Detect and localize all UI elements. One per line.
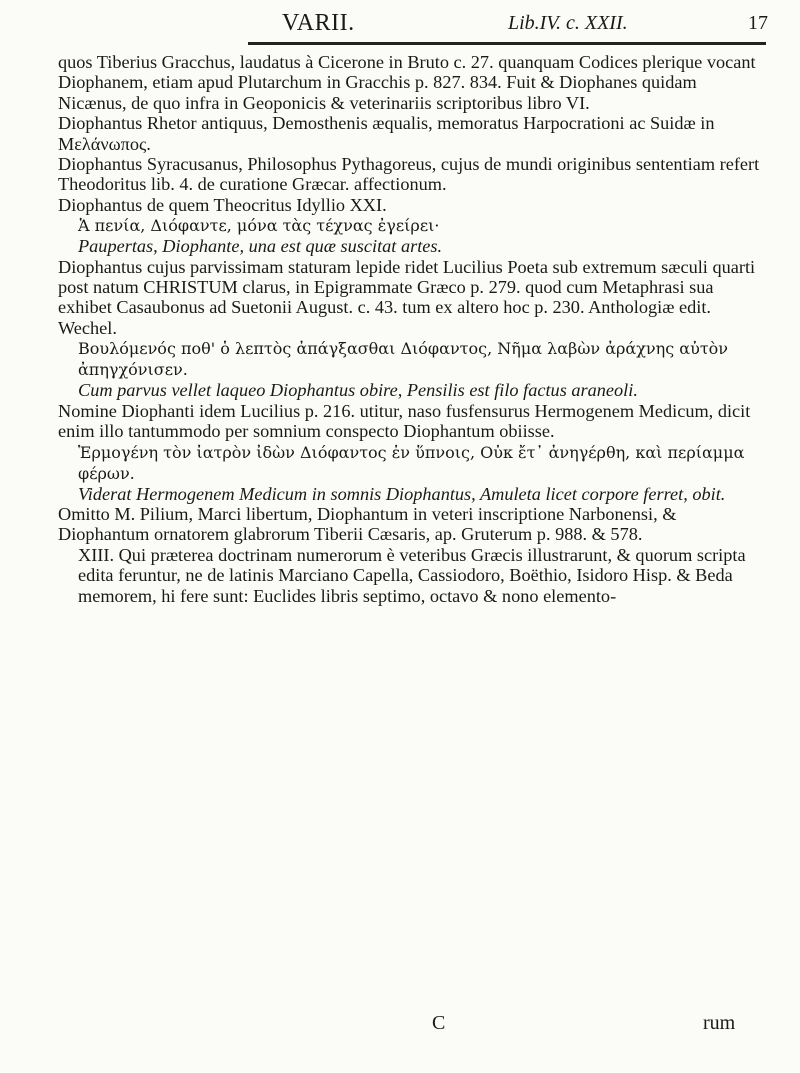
paragraph-5: Diophantus cujus parvissimam staturam lepide ridet Lucilius Poeta sub extremum sæculi quarti post natum CHRISTUM clarus, in Epigrammate Græco p. 279. quod cum Metaphrasi sua exhibet Casaubonus ad Suetonii August. c. 43. tum ex altero hoc p. 230. Anthologiæ edit. Wechel.	[58, 256, 756, 338]
paragraph-8: XIII. Qui præterea doctrinam numerorum è veteribus Græcis illustrarunt, & quorum scripta edita feruntur, ne de latinis Marciano Capella, Cassiodoro, Boëthio, Isidoro Hisp. & Beda memorem, hi fere sunt: Euclides libris septimo, octavo & nono elemento-	[78, 544, 746, 606]
latin-translation-3: Viderat Hermogenem Medicum in somnis Diophantus, Amuleta licet corpore ferret, obit.	[78, 483, 726, 504]
header-rule	[248, 42, 766, 45]
latin-translation-2: Cum parvus vellet laqueo Diophantus obire, Pensilis est filo factus araneoli.	[78, 380, 638, 401]
catchword: rum	[703, 1012, 736, 1034]
page-number: 17	[748, 12, 768, 34]
signature-mark: C	[432, 1012, 446, 1034]
paragraph-7: Omitto M. Pilium, Marci libertum, Diophantum in veteri inscriptione Narbonensi, & Diophantum ornatorem glabrorum Tiberii Cæsaris, ap. Gruterum p. 988. & 578.	[58, 503, 677, 545]
body-text	[58, 52, 768, 606]
latin-translation-1: Paupertas, Diophante, una est quæ suscitat artes.	[78, 236, 443, 257]
paragraph-6: Nomine Diophanti idem Lucilius p. 216. utitur, naso fusfensurus Hermogenem Medicum, dicit enim illo tantummodo per somnium conspecto Diophantum obiisse.	[58, 400, 751, 442]
header-reference: Lib.IV. c. XXII.	[508, 12, 628, 34]
greek-quote-3: Ἑρμογένη τὸν ἰατρὸν ἰδὼν Διόφαντος ἐν ὕπνοις, Οὐκ ἔτ᾽ ἀνηγέρθη, καὶ περίαμμα φέρων.	[78, 442, 745, 483]
greek-quote-1: Ἁ πενία, Διόφαντε, μόνα τὰς τέχνας ἐγείρει·	[78, 216, 440, 236]
paragraph-1: quos Tiberius Gracchus, laudatus à Cicerone in Bruto c. 27. quanquam Codices plerique vocant Diophanem, etiam apud Plutarchum in Gracchis p. 827. 834. Fuit & Diophanes quidam Nicænus, de quo infra in Geoponicis & veterinariis scriptoribus libro VI.	[58, 52, 756, 113]
paragraph-3: Diophantus Syracusanus, Philosophus Pythagoreus, cujus de mundi originibus sententiam refert Theodoritus lib. 4. de curatione Græcar. affectionum.	[58, 154, 760, 195]
greek-quote-2: Βουλόμενός ποθ' ὁ λεπτὸς ἀπάγξασθαι Διόφαντος, Νῆμα λαβὼν ἀράχνης αὐτὸν ἀπηγχόνισεν.	[78, 339, 729, 380]
paragraph-2: Diophantus Rhetor antiquus, Demosthenis æqualis, memoratus Harpocrationi ac Suidæ in Μελάνωπος.	[58, 113, 715, 154]
paragraph-4: Diophantus de quem Theocritus Idyllio XXI.	[58, 194, 387, 215]
header-title: VARII.	[282, 10, 355, 36]
